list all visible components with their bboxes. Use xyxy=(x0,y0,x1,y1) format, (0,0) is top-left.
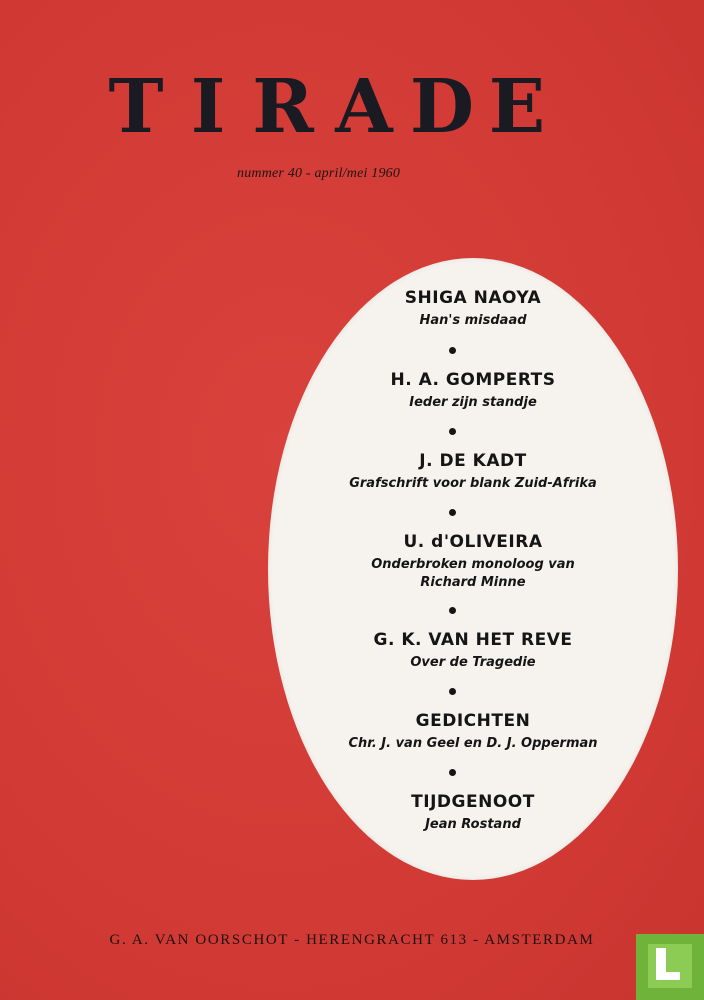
separator-dot xyxy=(449,607,456,614)
contents-entry xyxy=(268,711,678,753)
entry-author: H. A. GOMPERTS xyxy=(390,370,556,390)
entry-work: Grafschrift voor blank Zuid-Afrika xyxy=(349,476,597,491)
masthead-letter: R xyxy=(252,64,314,150)
contents-entry xyxy=(268,792,678,834)
contents-entry xyxy=(268,370,678,412)
lastdodo-logo-icon xyxy=(636,934,704,1000)
contents-entry xyxy=(268,288,678,330)
masthead-letter: E xyxy=(488,64,546,150)
issue-line: nummer 40 - april/mei 1960 xyxy=(237,166,401,181)
separator-dot xyxy=(449,769,456,776)
entry-work: Jean Rostand xyxy=(425,817,521,832)
entry-author: U. d'OLIVEIRA xyxy=(403,532,543,552)
masthead-letter: T xyxy=(108,64,164,150)
entry-work-line1: Onderbroken monoloog van xyxy=(371,557,575,572)
entry-author: J. DE KADT xyxy=(419,451,527,471)
contents-entry xyxy=(268,451,678,493)
separator-dot xyxy=(449,347,456,354)
separator-dot xyxy=(449,688,456,695)
masthead-title xyxy=(100,64,552,150)
masthead-letter: A xyxy=(335,64,393,150)
entry-work: Han's misdaad xyxy=(419,313,527,328)
entry-work: Over de Tragedie xyxy=(410,655,536,670)
entry-work: Ieder zijn standje xyxy=(409,395,537,410)
separator-dot xyxy=(449,509,456,516)
entry-author: SHIGA NAOYA xyxy=(404,288,542,308)
masthead-letter: D xyxy=(409,64,475,150)
separator-dot xyxy=(449,428,456,435)
entry-work: Chr. J. van Geel en D. J. Opperman xyxy=(348,736,598,751)
entry-author: G. K. VAN HET REVE xyxy=(373,630,573,650)
contents-entry xyxy=(268,532,678,592)
entry-author: GEDICHTEN xyxy=(415,711,531,731)
entry-author: TIJDGENOOT xyxy=(411,792,535,812)
entry-work-line2: Richard Minne xyxy=(420,575,526,590)
contents-entry xyxy=(268,630,678,672)
masthead-letter: I xyxy=(190,64,226,150)
publisher-footer: G. A. VAN OORSCHOT - HERENGRACHT 613 - AMSTERDAM xyxy=(109,932,595,948)
